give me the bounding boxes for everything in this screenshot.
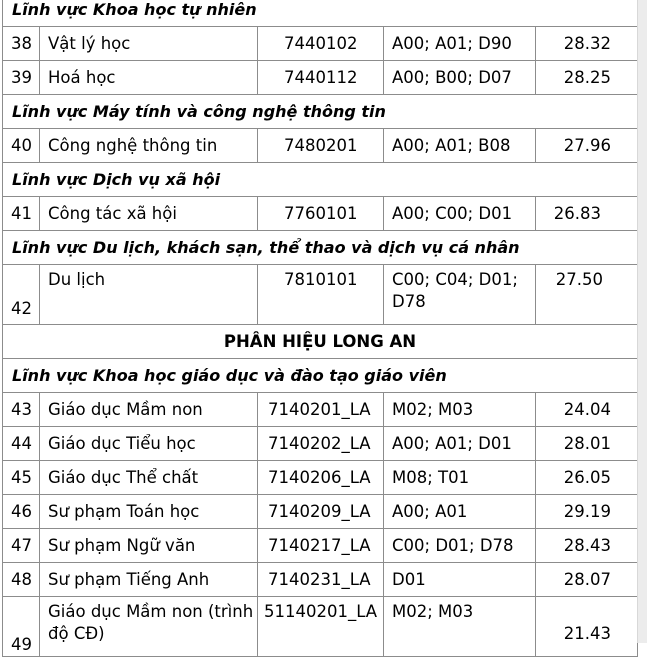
branch-title: PHÂN HIỆU LONG AN: [3, 325, 638, 359]
major-name: Giáo dục Mầm non (trình độ CĐ): [40, 597, 258, 657]
major-code: 7140201_LA: [258, 393, 384, 427]
major-code: 51140201_LA: [258, 597, 384, 657]
major-code: 7140217_LA: [258, 529, 384, 563]
benchmark-score: 29.19: [536, 495, 638, 529]
table-row: [3, 197, 638, 231]
benchmark-score: 24.04: [536, 393, 638, 427]
major-code: 7760101: [258, 197, 384, 231]
section-title: Lĩnh vực Dịch vụ xã hội: [3, 163, 638, 197]
section-row-tourism: [3, 231, 638, 265]
major-code: 7440102: [258, 27, 384, 61]
major-code: 7810101: [258, 265, 384, 325]
major-name: Giáo dục Thể chất: [40, 461, 258, 495]
major-code: 7140231_LA: [258, 563, 384, 597]
row-number: 46: [3, 495, 40, 529]
vertical-scrollbar[interactable]: [637, 0, 647, 643]
major-name: Sư phạm Ngữ văn: [40, 529, 258, 563]
subject-combination: M02; M03: [384, 597, 536, 657]
major-name: Hoá học: [40, 61, 258, 95]
section-row-computing-it: [3, 95, 638, 129]
benchmark-score: 28.07: [536, 563, 638, 597]
row-number: 41: [3, 197, 40, 231]
major-name: Sư phạm Tiếng Anh: [40, 563, 258, 597]
subject-combination: M08; T01: [384, 461, 536, 495]
major-code: 7140202_LA: [258, 427, 384, 461]
benchmark-score: 28.43: [536, 529, 638, 563]
major-code: 7140206_LA: [258, 461, 384, 495]
table-row: [3, 461, 638, 495]
section-title: Lĩnh vực Khoa học giáo dục và đào tạo giáo viên: [3, 359, 638, 393]
subject-combination: A00; C00; D01: [384, 197, 536, 231]
major-name: Sư phạm Toán học: [40, 495, 258, 529]
major-name: Công tác xã hội: [40, 197, 258, 231]
subject-combination: D01: [384, 563, 536, 597]
benchmark-score: 28.32: [536, 27, 638, 61]
row-number: 48: [3, 563, 40, 597]
row-number: 44: [3, 427, 40, 461]
benchmark-score: 28.25: [536, 61, 638, 95]
row-number: 47: [3, 529, 40, 563]
section-title: Lĩnh vực Khoa học tự nhiên: [3, 0, 638, 27]
section-row-social-services: [3, 163, 638, 197]
subject-combination: A00; A01: [384, 495, 536, 529]
row-number: 49: [3, 597, 40, 657]
subject-combination: A00; A01; D01: [384, 427, 536, 461]
table-row: [3, 597, 638, 657]
subject-combination: M02; M03: [384, 393, 536, 427]
benchmark-score: 27.96: [536, 129, 638, 163]
row-number: 40: [3, 129, 40, 163]
subject-combination: A00; A01; D90: [384, 27, 536, 61]
major-name: Vật lý học: [40, 27, 258, 61]
section-row-natural-sciences: [3, 0, 638, 27]
row-number: 42: [3, 265, 40, 325]
branch-header-row: [3, 325, 638, 359]
benchmark-score: 21.43: [536, 597, 638, 657]
section-row-education: [3, 359, 638, 393]
subject-combination: C00; D01; D78: [384, 529, 536, 563]
subject-combination: A00; A01; B08: [384, 129, 536, 163]
row-number: 45: [3, 461, 40, 495]
table-row: [3, 265, 638, 325]
benchmark-score: 26.83: [536, 197, 638, 231]
table-row: [3, 393, 638, 427]
admission-score-table: [2, 0, 638, 657]
table-row: [3, 563, 638, 597]
major-code: 7440112: [258, 61, 384, 95]
major-code: 7480201: [258, 129, 384, 163]
row-number: 39: [3, 61, 40, 95]
row-number: 43: [3, 393, 40, 427]
subject-combination: C00; C04; D01; D78: [384, 265, 536, 325]
table-row: [3, 529, 638, 563]
table-row: [3, 427, 638, 461]
table-row: [3, 129, 638, 163]
section-title: Lĩnh vực Du lịch, khách sạn, thể thao và dịch vụ cá nhân: [3, 231, 638, 265]
section-title: Lĩnh vực Máy tính và công nghệ thông tin: [3, 95, 638, 129]
table-row: [3, 495, 638, 529]
subject-combination: A00; B00; D07: [384, 61, 536, 95]
table-row: [3, 61, 638, 95]
major-name: Giáo dục Mầm non: [40, 393, 258, 427]
major-code: 7140209_LA: [258, 495, 384, 529]
major-name: Giáo dục Tiểu học: [40, 427, 258, 461]
benchmark-score: 27.50: [536, 265, 638, 325]
major-name: Công nghệ thông tin: [40, 129, 258, 163]
row-number: 38: [3, 27, 40, 61]
benchmark-score: 26.05: [536, 461, 638, 495]
major-name: Du lịch: [40, 265, 258, 325]
table-row: [3, 27, 638, 61]
benchmark-score: 28.01: [536, 427, 638, 461]
